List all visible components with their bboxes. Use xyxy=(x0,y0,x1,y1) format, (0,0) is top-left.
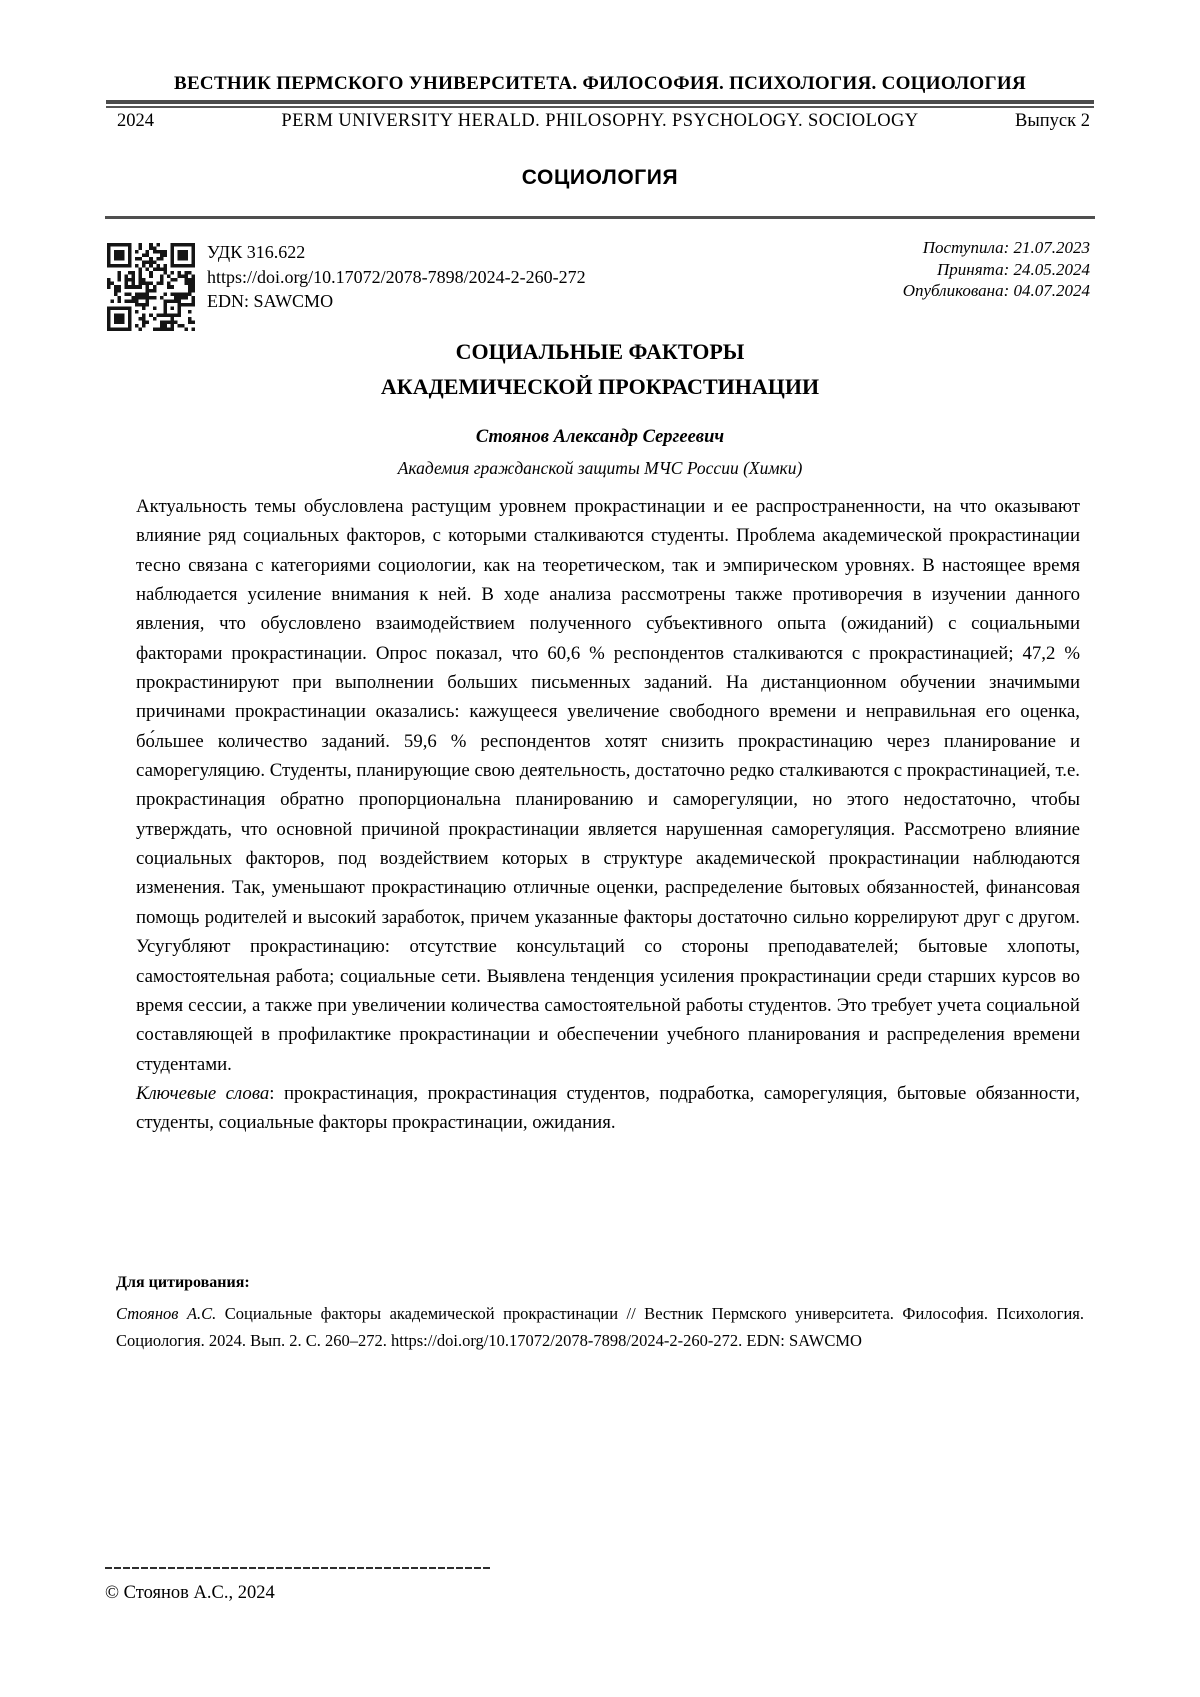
date-received: Поступила: 21.07.2023 xyxy=(922,238,1090,257)
journal-issue: Выпуск 2 xyxy=(1015,111,1090,131)
article-title-line1: СОЦИАЛЬНЫЕ ФАКТОРЫ xyxy=(455,339,745,364)
journal-title-en: PERM UNIVERSITY HERALD. PHILOSOPHY. PSYCHOLOGY. SOCIOLOGY xyxy=(281,111,919,131)
journal-title-ru: ВЕСТНИК ПЕРМСКОГО УНИВЕРСИТЕТА. ФИЛОСОФИЯ. ПСИХОЛОГИЯ. СОЦИОЛОГИЯ xyxy=(173,73,1026,94)
keywords-label: Ключевые слова xyxy=(136,1082,270,1104)
edn-code: EDN: SAWCMO xyxy=(207,291,334,311)
abstract-block xyxy=(136,492,1080,1138)
doi-link[interactable]: https://doi.org/10.17072/2078-7898/2024-2-260-272 xyxy=(207,266,586,287)
article-keywords xyxy=(136,1079,1080,1138)
citation-label: Для цитирования: xyxy=(116,1274,250,1291)
citation-author: Стоянов А.С. xyxy=(116,1304,217,1323)
citation-body: Социальные факторы академической прокрастинации // Вестник Пермского университета. Философия. Психология. Социология. 2024. Вып. 2. С. 260–272. https://doi.org/10.17072/2078-7898/2024-2-260-272. EDN: SAWCMO xyxy=(116,1304,1084,1350)
header-rule-thick xyxy=(106,100,1094,104)
article-identifiers xyxy=(207,240,586,314)
article-affiliation: Академия гражданской защиты МЧС России (Химки) xyxy=(397,458,803,478)
udc-number: УДК 316.622 xyxy=(207,242,306,262)
footer-divider xyxy=(105,1567,491,1569)
article-title xyxy=(0,334,1200,404)
article-dates xyxy=(903,237,1090,302)
article-author: Стоянов Александр Сергеевич xyxy=(475,427,725,447)
section-rule xyxy=(105,216,1095,219)
copyright-notice: © Стоянов А.С., 2024 xyxy=(105,1583,275,1603)
article-title-line2: АКАДЕМИЧЕСКОЙ ПРОКРАСТИНАЦИИ xyxy=(380,374,820,399)
date-published: Опубликована: 04.07.2024 xyxy=(902,281,1090,300)
article-abstract: Актуальность темы обусловлена растущим уровнем прокрастинации и ее распространенности, на что оказывают влияние ряд социальных факторов, с которыми сталкиваются студенты. Проблема академической прокрастинации тесно связана с категориями социологии, как на теоретическом, так и эмпирическом уровнях. В настоящее время наблюдается усиление внимания к ней. В ходе анализа рассмотрены также противоречия в изучении данного явления, что обусловлено взаимодействием полученного субъективного опыта (ожиданий) с социальными факторами прокрастинации. Опрос показал, что 60,6 % респондентов сталкиваются с прокрастинацией; 47,2 % прокрастинируют при выполнении больших письменных заданий. На дистанционном обучении значимыми причинами прокрастинации оказались: кажущееся увеличение свободного времени и неправильная его оценка, бо́льшее количество заданий. 59,6 % респондентов хотят снизить прокрастинацию через планирование и саморегуляцию. Студенты, планирующие свою деятельность, достаточно редко сталкиваются с прокрастинацией, т.е. прокрастинация обратно пропорциональна планированию и саморегуляции, но этого недостаточно, чтобы утверждать, что основной причиной прокрастинации является нарушенная саморегуляция. Рассмотрено влияние социальных факторов, под воздействием которых в структуре академической прокрастинации наблюдаются изменения. Так, уменьшают прокрастинацию отличные оценки, распределение бытовых обязанностей, финансовая помощь родителей и высокий заработок, причем указанные факторы достаточно сильно коррелируют друг с другом. Усугубляют прокрастинацию: отсутствие консультаций со стороны преподавателей; бытовые хлопоты, самостоятельная работа; социальные сети. Выявлена тенденция усиления прокрастинации среди старших курсов во время сессии, а также при увеличении количества самостоятельной работы студентов. Это требует учета социальной составляющей в профилактике прокрастинации и обеспечении учебного планирования и распределения времени студентами. xyxy=(136,496,1080,1075)
section-heading: СОЦИОЛОГИЯ xyxy=(521,166,679,189)
journal-year: 2024 xyxy=(117,111,154,131)
header-rule-thin xyxy=(106,106,1094,108)
keywords-text: : прокрастинация, прокрастинация студентов, подработка, саморегуляция, бытовые обязанности, студенты, социальные факторы прокрастинации, ожидания. xyxy=(136,1082,1081,1134)
date-accepted: Принята: 24.05.2024 xyxy=(936,259,1090,279)
qr-code-icon xyxy=(107,243,195,331)
citation-text xyxy=(116,1300,1084,1354)
